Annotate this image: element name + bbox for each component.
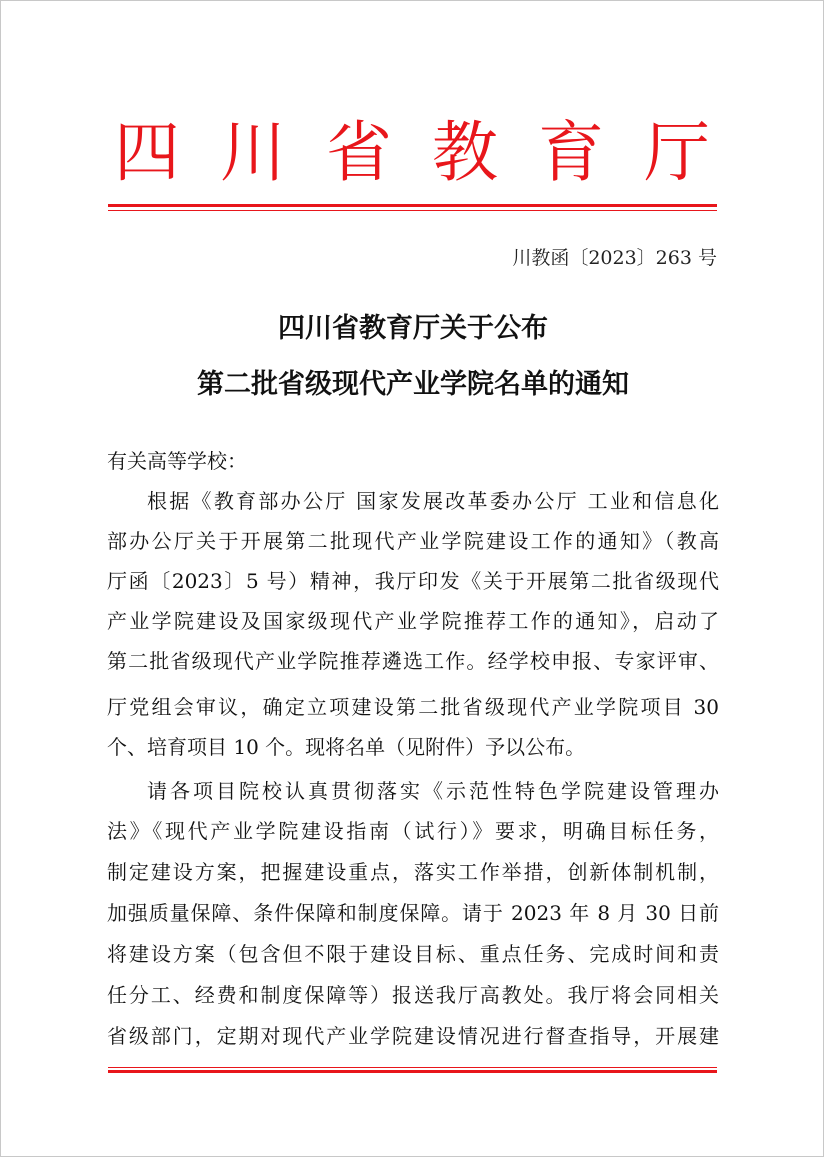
paragraph-2-line: 制定建设方案，把握建设重点，落实工作举措，创新体制机制， — [107, 860, 719, 884]
paragraph-1-line: 根据《教育部办公厅 国家发展改革委办公厅 工业和信息化 — [147, 489, 719, 513]
masthead-char: 川 — [220, 114, 286, 191]
paragraph-2-line: 任分工、经费和制度保障等）报送我厅高教处。我厅将会同相关 — [107, 983, 719, 1007]
paragraph-2-line: 法》《现代产业学院建设指南（试行）》要求，明确目标任务， — [107, 819, 719, 843]
paragraph-1-line: 第二批省级现代产业学院推荐遴选工作。经学校申报、专家评审、 — [107, 649, 719, 673]
paragraph-2-line: 将建设方案（包含但不限于建设目标、重点任务、完成时间和责 — [107, 942, 719, 966]
paragraph-2-line: 加强质量保障、条件保障和制度保障。请于 2023 年 8 月 30 日前 — [107, 901, 719, 925]
paragraph-1-line: 部办公厅关于开展第二批现代产业学院建设工作的通知》（教高 — [107, 529, 719, 553]
paragraph-1-line: 厅函〔2023〕5 号）精神，我厅印发《关于开展第二批省级现代 — [107, 569, 719, 593]
masthead-char: 四 — [114, 114, 180, 191]
paragraph-1-line: 厅党组会审议，确定立项建设第二批省级现代产业学院项目 30 — [107, 695, 719, 719]
document-title-line-1: 四川省教育厅关于公布 — [278, 313, 548, 344]
masthead-char: 省 — [326, 114, 392, 191]
footer-divider-red — [108, 1067, 717, 1068]
masthead-title — [107, 113, 717, 193]
paragraph-2-line: 省级部门，定期对现代产业学院建设情况进行督查指导，开展建 — [107, 1024, 719, 1048]
masthead-divider-red — [108, 204, 717, 207]
document-title-line-2: 第二批省级现代产业学院名单的通知 — [197, 369, 629, 400]
masthead-char: 育 — [538, 114, 604, 191]
masthead-char: 厅 — [644, 114, 710, 191]
salutation: 有关高等学校： — [107, 449, 247, 473]
masthead-char: 教 — [432, 114, 498, 191]
document-number: 川教函〔2023〕263 号 — [512, 247, 717, 269]
paragraph-1-line: 产业学院建设及国家级现代产业学院推荐工作的通知》，启动了 — [107, 609, 719, 633]
paragraph-2-line: 请各项目院校认真贯彻落实《示范性特色学院建设管理办 — [147, 779, 719, 803]
paragraph-1-line: 个、培育项目 10 个。现将名单（见附件）予以公布。 — [107, 735, 586, 759]
